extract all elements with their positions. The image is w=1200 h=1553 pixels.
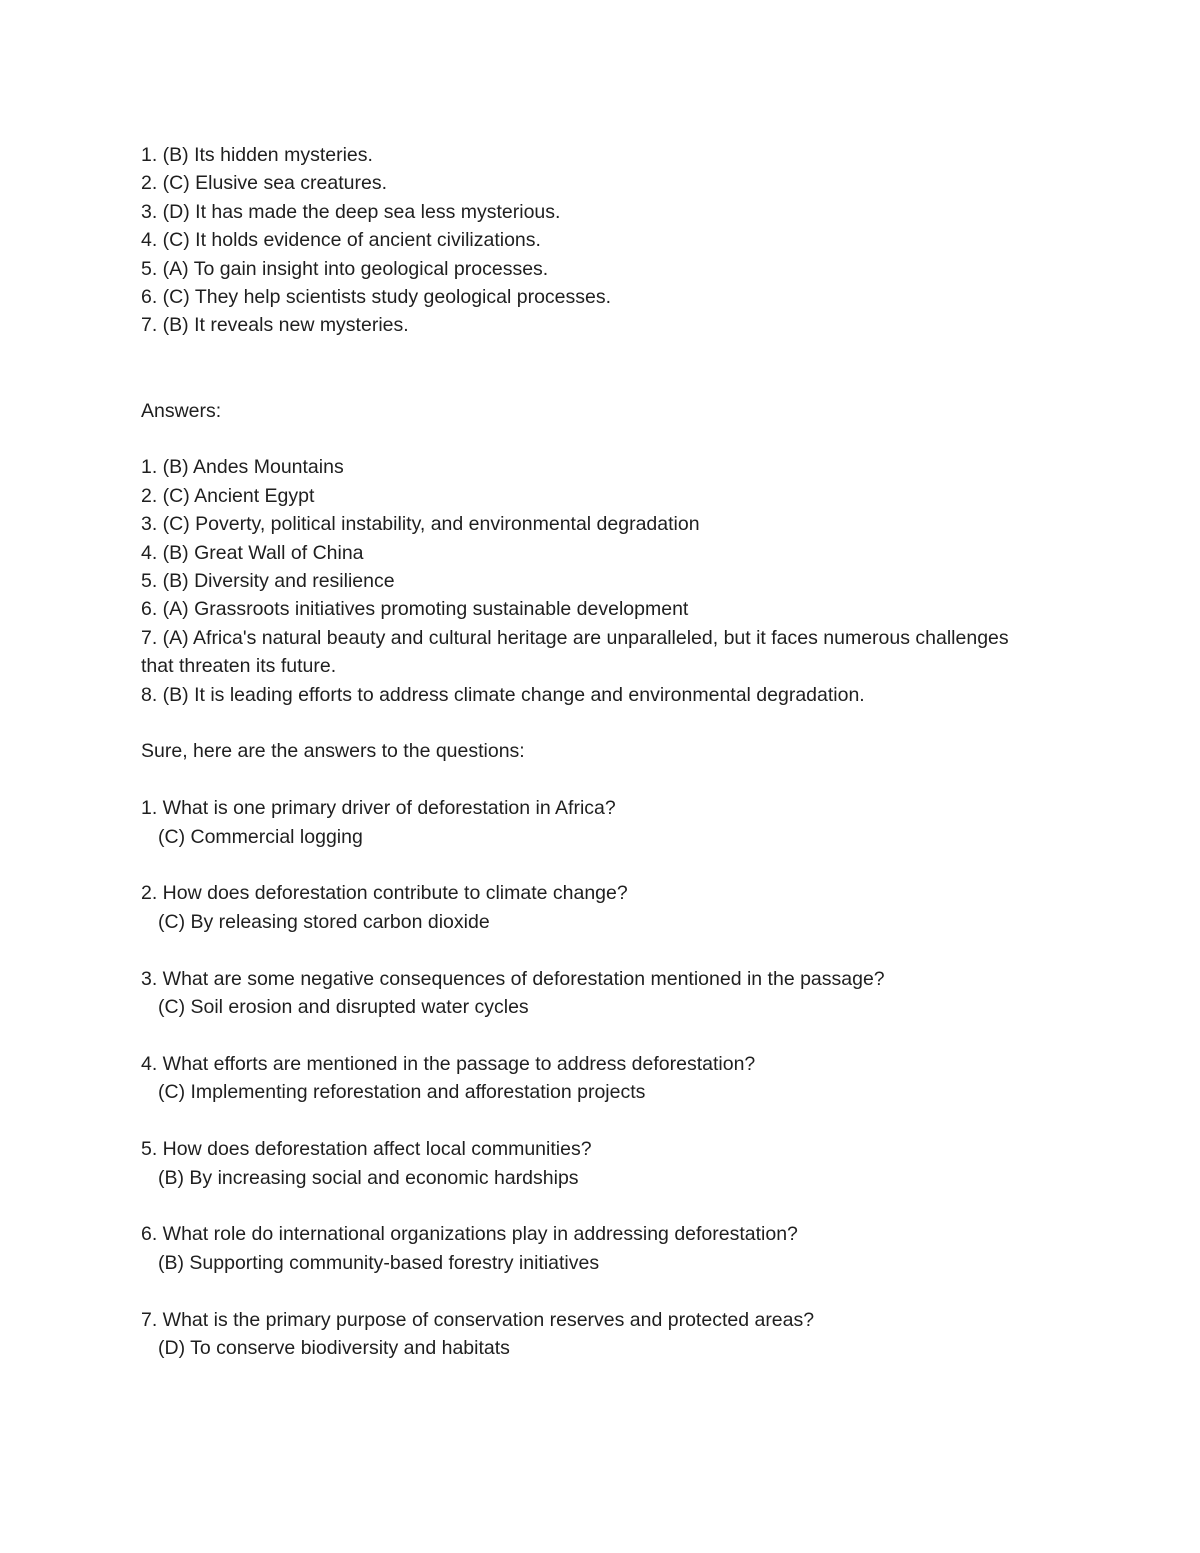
list-item: 1. (B) Andes Mountains [141, 456, 344, 479]
list-item: 2. (C) Elusive sea creatures. [141, 172, 388, 195]
spacer [141, 425, 1021, 453]
spacer [141, 1107, 1021, 1135]
list-item: 5. (B) Diversity and resilience [141, 570, 395, 593]
answer-list-africa [141, 453, 1021, 709]
question-text: 3. What are some negative consequences of deforestation mentioned in the passage? [141, 967, 885, 990]
spacer [141, 709, 1021, 737]
answer-text: (C) Implementing reforestation and afforestation projects [158, 1081, 646, 1104]
list-item: 4. (C) It holds evidence of ancient civilizations. [141, 229, 541, 252]
document-page [141, 141, 1021, 1362]
question-text: 6. What role do international organizations play in addressing deforestation? [141, 1223, 798, 1246]
intro-text: Sure, here are the answers to the questions: [141, 740, 525, 763]
list-item: 4. (B) Great Wall of China [141, 541, 364, 564]
list-item: 5. (A) To gain insight into geological processes. [141, 257, 549, 280]
spacer [141, 340, 1021, 397]
qa-list-deforestation [141, 794, 1021, 1362]
answer-text: (B) Supporting community-based forestry initiatives [158, 1251, 600, 1274]
list-item: 3. (C) Poverty, political instability, and environmental degradation [141, 513, 700, 536]
spacer [141, 851, 1021, 879]
answer-text: (D) To conserve biodiversity and habitats [158, 1336, 510, 1359]
question-text: 4. What efforts are mentioned in the passage to address deforestation? [141, 1052, 756, 1075]
list-item: 3. (D) It has made the deep sea less mysterious. [141, 200, 561, 223]
answer-text: (C) Commercial logging [158, 825, 363, 848]
answer-text: (B) By increasing social and economic hardships [158, 1166, 579, 1189]
qa-item [141, 1135, 1021, 1192]
spacer [141, 1022, 1021, 1050]
qa-item [141, 794, 1021, 851]
qa-item [141, 1050, 1021, 1107]
list-item: 2. (C) Ancient Egypt [141, 484, 315, 507]
spacer [141, 1192, 1021, 1220]
list-item: 7. (A) Africa's natural beauty and cultural heritage are unparalleled, but it faces numerous challenges that threaten its future. [141, 626, 1015, 678]
answer-text: (C) Soil erosion and disrupted water cycles [158, 996, 529, 1019]
spacer [141, 1277, 1021, 1305]
spacer [141, 766, 1021, 794]
list-item: 8. (B) It is leading efforts to address climate change and environmental degradation. [141, 683, 865, 706]
qa-item [141, 879, 1021, 936]
list-item: 1. (B) Its hidden mysteries. [141, 144, 373, 166]
spacer [141, 936, 1021, 964]
qa-item [141, 1220, 1021, 1277]
list-item: 6. (C) They help scientists study geological processes. [141, 286, 612, 309]
list-item: 6. (A) Grassroots initiatives promoting sustainable development [141, 598, 689, 621]
question-text: 2. How does deforestation contribute to climate change? [141, 882, 628, 905]
answer-text: (C) By releasing stored carbon dioxide [158, 910, 490, 933]
answers-heading: Answers: [141, 399, 222, 422]
qa-item [141, 965, 1021, 1022]
answer-list-deep-sea [141, 141, 1021, 340]
question-text: 7. What is the primary purpose of conservation reserves and protected areas? [141, 1308, 815, 1331]
qa-item [141, 1306, 1021, 1363]
list-item: 7. (B) It reveals new mysteries. [141, 314, 409, 337]
question-text: 1. What is one primary driver of deforestation in Africa? [141, 797, 616, 820]
question-text: 5. How does deforestation affect local communities? [141, 1138, 592, 1161]
